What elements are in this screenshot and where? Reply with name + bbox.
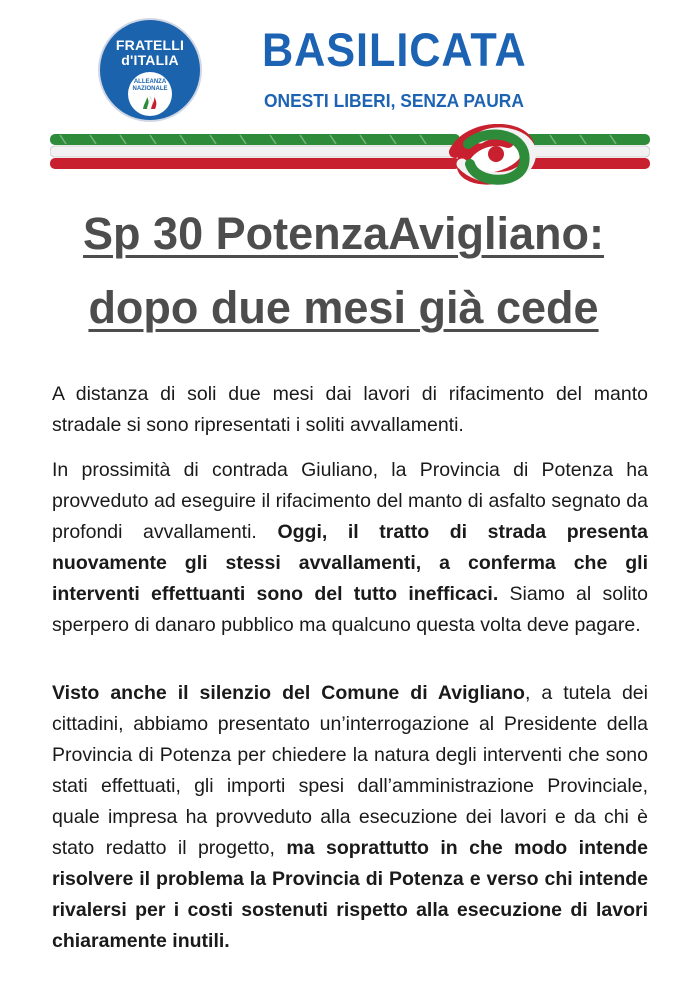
logo-inner-text: ALLEANZA NAZIONALE [132, 79, 168, 92]
tricolor-rope-knot [50, 124, 650, 188]
paragraph-2-text-a: In prossimità di contrada Giuliano, la Provincia di Potenza ha provveduto ad eseguire il rifacimento del manto di asfalto segnato da profondi avvallamenti. [52, 459, 648, 543]
paragraph-3-bold-c: ma soprattutto in che modo intende risolvere il problema la Provincia di Potenza e verso chi intende rivalersi per i costi sostenuti rispetto alla esecuzione di lavori chiaramente inutili. [52, 837, 648, 952]
paragraph-3-text-b: , a tutela dei cittadini, abbiamo presentato un’interrogazione al Presidente della Provincia di Potenza per chiedere la natura degli interventi che sono stati effettuati, gli importi spesi dall’amministrazione Provinciale, quale impresa ha provveduto alla esecuzione dei lavori e da chi è stato redatto il progetto, [52, 682, 648, 859]
logo-inner-circle [128, 72, 172, 116]
region-title: BASILICATA [262, 23, 527, 76]
tricolor-flame-icon [141, 96, 159, 110]
logo-text [100, 38, 200, 68]
article-title-line-2: dopo due mesi già cede [88, 282, 599, 333]
paragraph-1: A distanza di soli due mesi dai lavori di rifacimento del manto stradale si sono ripresentati i soliti avvallamenti. [52, 383, 648, 436]
paragraph-2-bold: Oggi, il tratto di strada presenta nuovamente gli stessi avvallamenti, a conferma che gli interventi effettuanti sono del tutto inefficaci. [52, 521, 649, 605]
slogan: ONESTI LIBERI, SENZA PAURA [264, 90, 524, 111]
paragraph-3-bold-a: Visto anche il silenzio del Comune di Avigliano [52, 682, 525, 704]
article-title-line-1: Sp 30 PotenzaAvigliano: [83, 208, 604, 259]
party-logo [100, 20, 200, 120]
logo-line2: d'ITALIA [121, 52, 179, 68]
paragraph-2 [52, 455, 648, 641]
paragraph-3 [52, 678, 648, 957]
logo-line1: FRATELLI [115, 37, 185, 53]
paragraph-2-text-c: Siamo al solito sperpero di danaro pubblico ma qualcuno questa volta deve pagare. [52, 583, 649, 636]
